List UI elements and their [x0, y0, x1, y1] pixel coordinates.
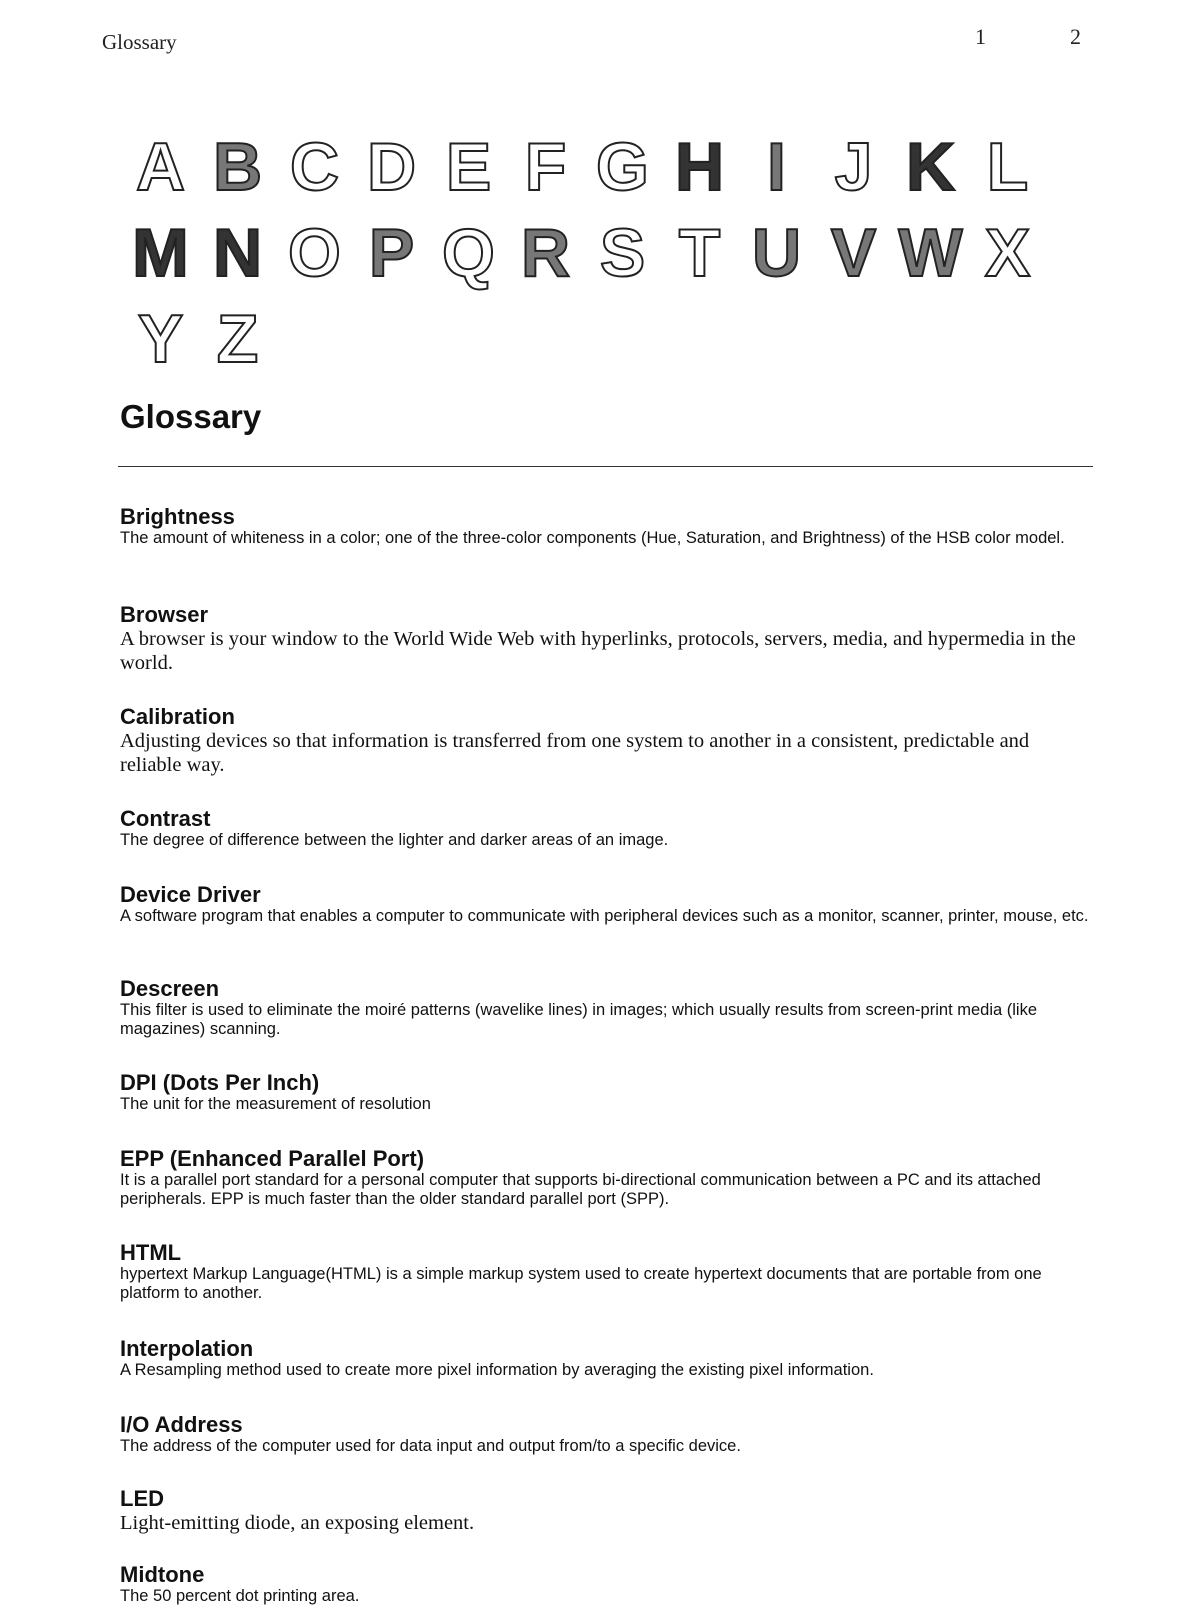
letter-l: L	[986, 129, 1029, 205]
letter-t: T	[678, 215, 721, 291]
letter-z: Z	[216, 301, 259, 377]
glossary-entry	[120, 1071, 1095, 1114]
glossary-term: LED	[120, 1486, 164, 1511]
letter-c: C	[289, 129, 340, 205]
glossary-term: DPI (Dots Per Inch)	[120, 1070, 320, 1095]
title-divider	[118, 466, 1093, 467]
glossary-term: Brightness	[120, 504, 235, 529]
running-head: Glossary	[102, 30, 177, 54]
alphabet-row-3	[122, 300, 1052, 378]
glossary-entry	[120, 977, 1095, 1039]
page-number-2: 2	[1070, 24, 1081, 49]
glossary-term: Interpolation	[120, 1336, 254, 1361]
glossary-term: I/O Address	[120, 1412, 243, 1437]
glossary-term: Device Driver	[120, 882, 261, 907]
glossary-term: EPP (Enhanced Parallel Port)	[120, 1146, 425, 1171]
glossary-term: Midtone	[120, 1562, 205, 1587]
glossary-entry	[120, 1413, 1095, 1456]
letter-p: P	[368, 215, 415, 291]
glossary-entry	[120, 603, 1095, 675]
glossary-definition: A browser is your window to the World Wide Web with hyperlinks, protocols, servers, media, and hypermedia in the world.	[120, 628, 1076, 674]
letter-b: B	[212, 129, 263, 205]
letter-e: E	[445, 129, 492, 205]
page-title: Glossary	[120, 398, 262, 435]
glossary-term: HTML	[120, 1240, 182, 1265]
letter-d: D	[366, 129, 417, 205]
glossary-definition: The degree of difference between the lighter and darker areas of an image.	[120, 831, 669, 849]
alphabet-row-2	[122, 214, 1052, 292]
glossary-definition: The 50 percent dot printing area.	[120, 1587, 360, 1605]
letter-h: H	[674, 129, 725, 205]
letter-r: R	[520, 215, 571, 291]
letter-y: Y	[137, 301, 184, 377]
letter-g: G	[596, 129, 649, 205]
letter-m: M	[132, 215, 189, 291]
glossary-term: Calibration	[120, 704, 235, 729]
glossary-definition: A software program that enables a computer to communicate with peripheral devices such as a monitor, scanner, printer, mouse, etc.	[120, 907, 1089, 925]
glossary-entry	[120, 705, 1095, 777]
glossary-term: Contrast	[120, 806, 211, 831]
glossary-definition: hypertext Markup Language(HTML) is a simple markup system used to create hypertext documents that are portable from one platform to another.	[120, 1265, 1042, 1302]
glossary-definition: Light-emitting diode, an exposing element.	[120, 1512, 475, 1534]
glossary-entry	[120, 1147, 1095, 1209]
letter-n: N	[212, 215, 263, 291]
letter-v: V	[830, 215, 877, 291]
glossary-definition: A Resampling method used to create more pixel information by averaging the existing pixel information.	[120, 1361, 874, 1379]
glossary-entry	[120, 1241, 1095, 1303]
glossary-term: Descreen	[120, 976, 220, 1001]
glossary-definition: The amount of whiteness in a color; one of the three-color components (Hue, Saturation, and Brightness) of the HSB color model.	[120, 529, 1065, 547]
glossary-definition: Adjusting devices so that information is transferred from one system to another in a consistent, predictable and reliable way.	[120, 730, 1030, 776]
alphabet-index	[122, 128, 1052, 386]
glossary-entry	[120, 883, 1095, 926]
glossary-definition: The address of the computer used for data input and output from/to a specific device.	[120, 1437, 741, 1455]
glossary-entry	[120, 505, 1095, 548]
glossary-entry	[120, 807, 1095, 850]
letter-s: S	[599, 215, 646, 291]
glossary-entry	[120, 1563, 1095, 1606]
letter-x: X	[984, 215, 1031, 291]
letter-o: O	[288, 215, 341, 291]
letter-f: F	[524, 129, 567, 205]
letter-i: I	[767, 129, 786, 205]
page-number-1: 1	[975, 24, 986, 49]
glossary-definition: The unit for the measurement of resolution	[120, 1095, 431, 1113]
glossary-definition: This filter is used to eliminate the moiré patterns (wavelike lines) in images; which usually results from screen-print media (like magazines) scanning.	[120, 1001, 1038, 1038]
letter-w: W	[898, 215, 963, 291]
glossary-entry	[120, 1337, 1095, 1380]
letter-q: Q	[442, 215, 495, 291]
letter-a: A	[135, 129, 186, 205]
letter-k: K	[905, 129, 956, 205]
alphabet-row-1	[122, 128, 1052, 206]
glossary-entry	[120, 1487, 1095, 1535]
letter-u: U	[751, 215, 802, 291]
letter-j: J	[834, 129, 873, 205]
glossary-term: Browser	[120, 602, 209, 627]
glossary-definition: It is a parallel port standard for a personal computer that supports bi-directional communication between a PC and its attached peripherals. EPP is much faster than the older standard parallel port (SPP).	[120, 1171, 1041, 1208]
